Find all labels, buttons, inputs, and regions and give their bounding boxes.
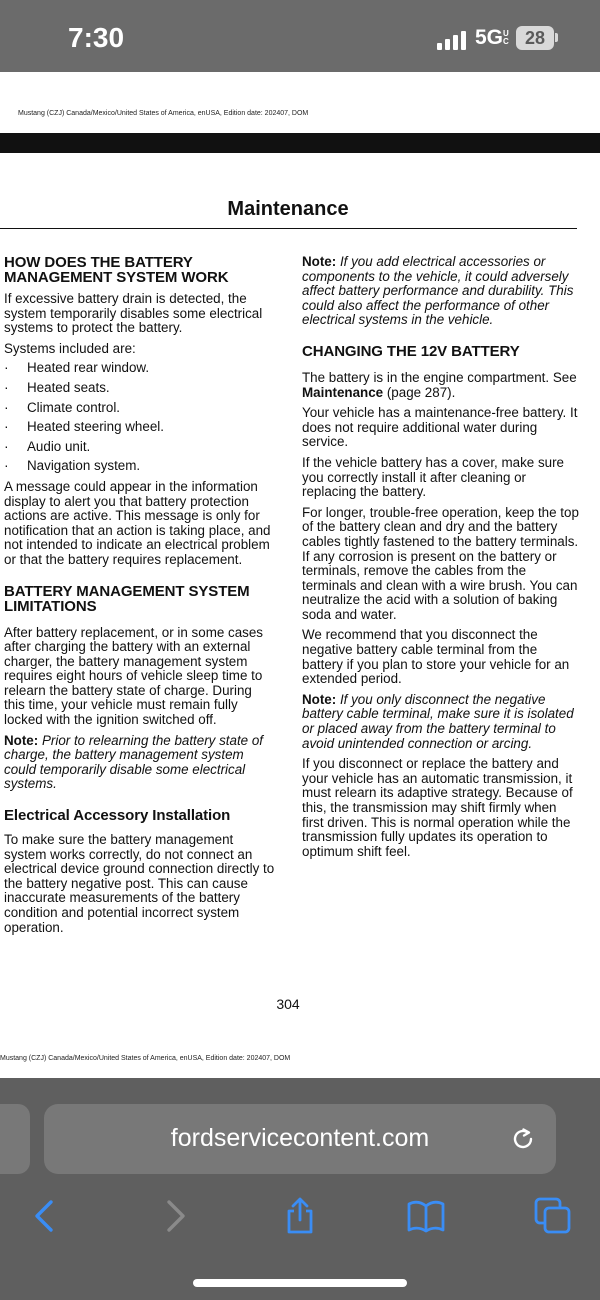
note — [302, 255, 580, 328]
note — [302, 693, 580, 751]
network-suffix: UC — [503, 29, 509, 47]
heading-electrical-accessory: Electrical Accessory Installation — [4, 807, 231, 825]
battery-icon: 28 — [516, 26, 554, 50]
battery-nub — [555, 33, 558, 42]
share-icon[interactable] — [280, 1196, 320, 1236]
list-item: · Audio unit. — [4, 437, 276, 457]
paragraph: For longer, trouble-free operation, keep the top of the battery clean and dry and the battery cables tightly fastened to the battery terminals. If any corrosion is present on the battery or terminals, remove the cables from the terminals and clean with a wire brush. You can neutralize the acid with a solution of baking soda and water. — [302, 504, 579, 622]
reload-icon[interactable] — [509, 1125, 537, 1153]
section-title: Maintenance — [227, 198, 349, 220]
paragraph: To make sure the battery management system works correctly, do not connect an electrical device ground connection directly to the battery negative post. This can cause inaccurate measurements of the battery condition and potential incorrect system operation. — [4, 832, 275, 935]
forward-icon[interactable] — [154, 1196, 194, 1236]
paragraph: Your vehicle has a maintenance-free battery. It does not require additional water during service. — [302, 405, 578, 450]
list-item: · Navigation system. — [4, 456, 276, 476]
list-item: · Heated steering wheel. — [4, 417, 276, 437]
note-label: Note: — [302, 254, 337, 269]
header-band — [0, 133, 600, 153]
document-footer: Mustang (CZJ) Canada/Mexico/United States of America, enUSA, Edition date: 202407, DOM — [0, 1055, 291, 1062]
document-header: Mustang (CZJ) Canada/Mexico/United States of America, enUSA, Edition date: 202407, DOM — [18, 110, 309, 117]
back-icon[interactable] — [26, 1196, 66, 1236]
paragraph: The battery is in the engine compartment. See Maintenance (page 287). — [302, 369, 577, 400]
note-text: If you only disconnect the negative battery cable terminal, make sure it is isolated or placed away from the battery terminal to avoid unintended connection or arcing. — [302, 691, 574, 751]
heading-bms-limitations: BATTERY MANAGEMENT SYSTEM LIMITATIONS — [4, 582, 250, 615]
list-item: · Climate control. — [4, 398, 276, 418]
list-item: · Heated seats. — [4, 378, 276, 398]
paragraph: Systems included are: — [4, 340, 136, 356]
network-type: 5GUC — [475, 26, 509, 49]
paragraph: After battery replacement, or in some cases after charging the battery with an external charger, the battery management system requires eight hours of vehicle sleep time to relearn the battery state of charge. During this time, your vehicle must remain fully locked with the ignition switched off. — [4, 624, 263, 728]
maintenance-link[interactable]: Maintenance — [302, 384, 384, 400]
page-number: 304 — [276, 996, 300, 1012]
paragraph: If the vehicle battery has a cover, make sure you correctly install it after cleaning or replacing the battery. — [302, 454, 564, 500]
status-time: 7:30 — [68, 22, 125, 53]
title-divider — [0, 228, 577, 229]
note-label: Note: — [4, 732, 39, 748]
note — [4, 734, 276, 792]
right-column — [302, 255, 580, 865]
paragraph: If you disconnect or replace the battery and your vehicle has an automatic transmission, it must relearn its adaptive strategy. Because of this, the transmission may shift firmly when first driven. This is normal operation while the transmission fully updates its operation to optimum shift feel. — [302, 756, 573, 859]
left-column — [4, 255, 276, 941]
paragraph: A message could appear in the information display to alert you that battery protection actions are active. This message is only for notification that an action is taking place, and not intended to indicate an electrical problem or that the battery requires replacement. — [4, 478, 271, 567]
status-bar — [0, 0, 600, 72]
url-text[interactable]: fordservicecontent.com — [170, 1124, 430, 1152]
bookmarks-icon[interactable] — [406, 1196, 446, 1236]
home-indicator[interactable] — [193, 1279, 407, 1287]
heading-changing-12v-battery: CHANGING THE 12V BATTERY — [302, 342, 520, 360]
cellular-signal-icon — [437, 30, 469, 50]
list-item: · Heated rear window. — [4, 358, 276, 378]
tabs-icon[interactable] — [533, 1196, 573, 1236]
paragraph: If excessive battery drain is detected, the system temporarily disables some electrical systems to protect the battery. — [4, 291, 263, 336]
paragraph: We recommend that you disconnect the negative battery cable terminal from the battery if you plan to store your vehicle for an extended period. — [302, 627, 570, 687]
systems-list — [4, 358, 276, 476]
note-text: If you add electrical accessories or components to the vehicle, it could adversely affect battery performance and durability. This could also affect the performance of other electrical systems in the vehicle. — [302, 254, 574, 328]
note-text: Prior to relearning the battery state of charge, the battery management system could temporarily disable some electrical systems. — [4, 732, 264, 792]
note-label: Note: — [302, 691, 337, 707]
heading-battery-management-system: HOW DOES THE BATTERY MANAGEMENT SYSTEM WORK — [4, 254, 229, 286]
